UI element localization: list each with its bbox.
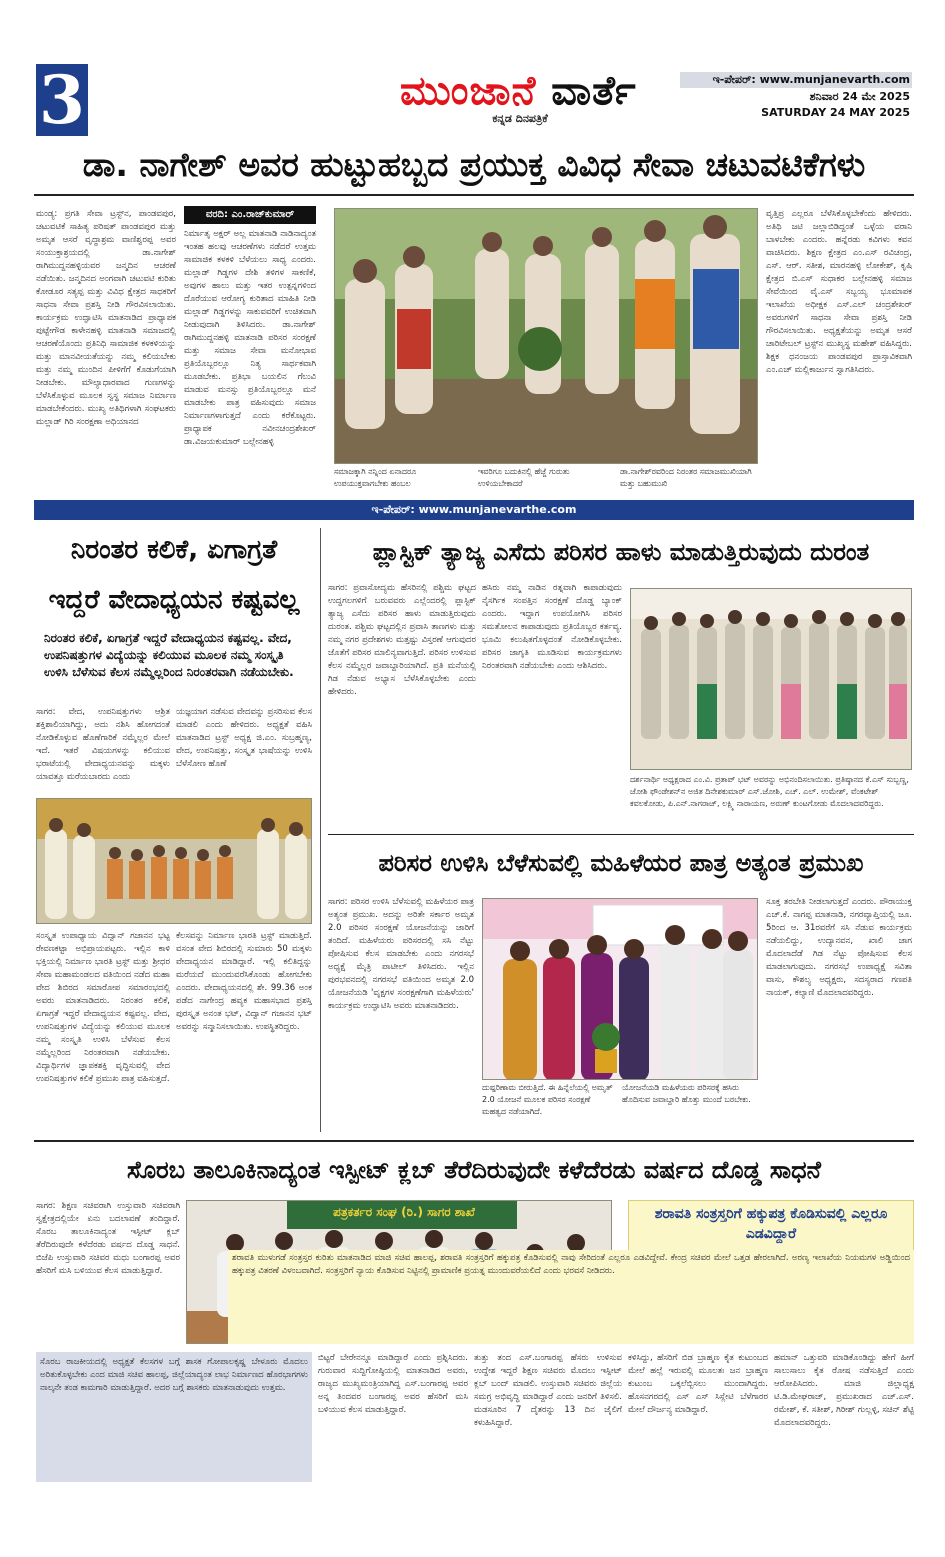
- story1-photo: [334, 208, 758, 464]
- story3-headline: ಪ್ಲಾಸ್ಟಿಕ್ ತ್ಯಾಜ್ಯ ಎಸೆದು ಪರಿಸರ ಹಾಳು ಮಾಡುತ್ತಿರುವುದು ದುರಂತ: [372, 538, 870, 566]
- story1-column-1: ಮಂಡ್ಯ: ಪ್ರಗತಿ ಸೇವಾ ಟ್ರಸ್ಟ್‌ನ, ಪಾಂಡವಪುರ, ಚಟುವಟಿಕೆ ಸಾಹಿತ್ಯ ಪರಿಷತ್ ಪಾಂಡವಪುರ ಮತ್ತು ಅಮೃತ ಆಸರೆ ವೃದ್ಧಾಶ್ರಮ ವಾಣಿಶ್ವರಪ್ಪ ಅವರ ಸಂಯುಕ್ತಾಶ್ರಯದಲ್ಲಿ ಡಾ.ನಾಗೇಶ್ ರಾಗಿಮುದ್ದನಹಳ್ಳಿಯವರ ಜನ್ಮದಿನ ಆಚರಣೆ ನಡೆಯಿತು. ಜನ್ಮದಿನದ ಅಂಗವಾಗಿ ಚಟುವಟಿ ಕುರಿತು ಕೋಡೂರ ಸತ್ಯಪ್ಪ ಮತ್ತು ವಿವಿಧ ಕ್ಷೇತ್ರದ ಸಾಧಕರಿಗೆ ಸಾಧನಾ ಸೇವಾ ಪ್ರಶಸ್ತಿ ನೀಡಿ ಗೌರವಿಸಲಾಯಿತು. ಕಾರ್ಯಕ್ರಮ ಉದ್ಘಾಟಿಸಿ ಮಾತನಾಡಿದ ಪ್ರಾಧ್ಯಾಪಕ ಪುಟ್ಟೇಗೌಡ ಕಾಳೇನಹಳ್ಳಿ ಮಾತನಾಡಿ ಸಮಾಜದಲ್ಲಿ ಆಚರಣೆಯೊಂದು ಪ್ರತಿನಿಧಿ ಸಾಮಾಜಿಕ ಕಳಕಳಿಯನ್ನು ಮತ್ತು ಮಾನವೀಯತೆಯನ್ನು ನಮ್ಮ ಕಲಿಯಬೇಕು ಮತ್ತು ನಮ್ಮ ಮುಂದಿನ ಪೀಳಿಗೆಗೆ ಕೊಡುಗೆಯಾಗಿ ನೀಡಬೇಕು. ಮೌಲ್ಯಾಧಾರವಾದ ಗುಣಗಳನ್ನು ಬೆಳೆಸಿಕೊಳ್ಳುವ ಮೂಲಕ ಸ್ವಸ್ಥ ಸಮಾಜ ನಿರ್ಮಾಣ ಮಾಡಬೇಕೆಂದರು. ಮುಖ್ಯ ಅತಿಥಿಗಳಾಗಿ ಸಂಘಟಕರು ಮಲ್ಲಾಡ್ ಗಿರಿ ಸಂರಕ್ಷಣಾ ಅಧಿಯಾನದ: [36, 209, 176, 427]
- story2-column-4: ಕೆಲಸವನ್ನು ನಿರ್ಮಾಣ ಭಾರತಿ ಟ್ರಸ್ಟ್ ಮಾಡುತ್ತಿದೆ. ವಸಂತ ವೇದ ಶಿಬಿರದಲ್ಲಿ ಸುಮಾರು 50 ಮಕ್ಕಳು ವೇದಾಧ್ಯಯನ ಮಾಡಿದ್ದಾರೆ. ಇಲ್ಲಿ ಕಲಿತಿದ್ದನ್ನು ಮರೆಯದೆ ಮುಂದುವರೆಸಿಕೊಂಡು ಹೋಗಬೇಕು ಎಂದರು. ವೇದಾಧ್ಯಯನದಲ್ಲಿ ಶೇ. 99.36 ಅಂಕ ಪಡೆದ ನಾಗೇಂದ್ರ ಹವ್ಯಕ ಮಹಾಸಭಾದ ಪ್ರಶಸ್ತಿ ಪುರಸ್ಕೃತ ಅನಂತ ಭಟ್, ವಿದ್ವಾನ್ ಗಜಾನನ ಭಟ್ ಅವರನ್ನು ಸನ್ಮಾನಿಸಲಾಯಿತು. ಉಪಸ್ಥಿತರಿದ್ದರು.: [176, 931, 312, 1032]
- story3-column-2: ಹಸಿರು ನಮ್ಮ ನಾಡಿನ ರತ್ನವಾಗಿ ಕಾಪಾಡುವುದು ನೈಸರ್ಗಿಕ ಸಂಪತ್ತಿನ ಸಂರಕ್ಷಣೆ ದೊಡ್ಡ ಬ್ಯಾಂಕ್ ಎಂದರು. ಇದ್ದಾಗ ಉಪಯೋಗಿಸಿ ಪರಿಸರ ಸಮತೋಲನ ಕಾಪಾಡುವುದು ಪ್ರತಿಯೊಬ್ಬರ ಕರ್ತವ್ಯ. ಭೂಮಿ ಕಲುಷಿತಗೊಳ್ಳದಂತೆ ನೋಡಿಕೊಳ್ಳಬೇಕು. ಪರಿಸರ ಜಾಗೃತಿ ಮೂಡಿಸುವ ಕಾರ್ಯಕ್ರಮಗಳು ನಿರಂತರವಾಗಿ ನಡೆಯಬೇಕು ಎಂದು ಆಶಿಸಿದರು.: [482, 583, 622, 671]
- page-number: 3: [36, 64, 88, 136]
- date-english: SATURDAY 24 MAY 2025: [761, 106, 910, 119]
- column-divider: [320, 528, 321, 1132]
- story2-headline-line1: ನಿರಂತರ ಕಲಿಕೆ, ಏಗಾಗ್ರತೆ: [70, 535, 278, 565]
- story2-photo: [36, 798, 312, 924]
- story5-bottom-left: ಸೊರಬ ರಾಜಕೀಯದಲ್ಲಿ ಅಧ್ಯಕ್ಷತೆ ಕೆಲಸಗಳ ಬಗ್ಗೆ ಶಾಸಕ ಗೋಪಾಲಕೃಷ್ಣ ಬೇಳೂರು ಮೊದಲು ಅರಿತುಕೊಳ್ಳಬೇಕು ಎಂದ ಮಾಜಿ ಸಚಿವ ಹಾಲಪ್ಪ, ಜಿಲ್ಲೆಯಾದ್ಯಂತ ಲಾಭ ನಿರ್ಮಾಣದ ಹೊರಭಾಗಗಳು ನಾಲ್ಕನೇ ತಂಡ ಕಾಮಗಾರಿ ಮಾಡುತ್ತಿದ್ದಾರೆ. ಅದರ ಬಗ್ಗೆ ಶಾಸಕರು ಮಾತನಾಡುವುದು ಉತ್ತಮ.: [36, 1352, 312, 1482]
- press-club-banner-text: ಪತ್ರಕರ್ತರ ಸಂಘ (ರಿ.) ಸಾಗರ ಶಾಖೆ: [333, 1205, 475, 1219]
- date-kannada: ಶನಿವಾರ 24 ಮೇ 2025: [809, 90, 910, 103]
- vedic-students-photo: [37, 799, 312, 924]
- story1-column-2: ನಿರ್ಮಾತೃ ಅಕ್ಷರ್ ಅಲ್ಲ ಮಾತನಾಡಿ ನಾಡಿನಾದ್ಯಂತ ಇಂತಹ ಹಲವು ಆಚರಣೆಗಳು ನಡೆದರೆ ಉತ್ತಮ ಸಾಮಾಜಿಕ ಕಳಕಳಿ ಬೆಳೆಯಲು ಸಾಧ್ಯ ಎಂದರು. ಮಲ್ಲಾಡ್ ಗಿಡ್ಡಗಳ ದೇಶಿ ತಳಿಗಳ ಸಾಕಣಿಕೆ, ಅವುಗಳ ಹಾಲು ಮತ್ತು ಇತರ ಉತ್ಪನ್ನಗಳಿಂದ ದೊರೆಯುವ ಆರೋಗ್ಯ ಕುರಿತಾದ ಮಾಹಿತಿ ನೀಡಿ ಮಲ್ಲಾಡ್ ಗಿಡ್ಡಗಳನ್ನು ಸಾಕುವವರಿಗೆ ಉಚಿತವಾಗಿ ನೀಡುವುದಾಗಿ ತಿಳಿಸಿದರು. ಡಾ.ನಾಗೇಶ್ ರಾಗಿಮುದ್ದನಹಳ್ಳಿ ಮಾತನಾಡಿ ಪರಿಸರ ಸಂರಕ್ಷಣೆ ಮತ್ತು ಸಮಾಜ ಸೇವಾ ಮನೋಭಾವ ಪ್ರತಿಯೊಬ್ಬರಲ್ಲೂ ನಿತ್ಯ ಸಾರ್ಥಕವಾಗಿ ಮೂಡಬೇಕು. ಪ್ರತಿಭಾ ಬಯಲಿನ ಗೆಲುವಿ ಮಾಡುವ ಮನಸ್ಸು ಪ್ರತಿಯೊಬ್ಬರಲ್ಲೂ ಮನೆ ಮಾಡಬೇಕು ಪಾತ್ರ ವಹಿಸುವುದು ಸಮಾಜ ನಿರ್ಮಾಣಗಳಾಗುತ್ತದೆ ಎಂದು ಕರೆಕೊಟ್ಟರು. ಪ್ರಾಧ್ಯಾಪಕ ನವೀನಚಂದ್ರಶೇಖರ್ ಡಾ.ವಿಜಯಕುಮಾರ್ ಬಲ್ಲೇನಹಳ್ಳಿ: [184, 229, 316, 447]
- newspaper-masthead: [400, 70, 660, 112]
- divider: [34, 194, 914, 196]
- story3-column-1: ಸಾಗರ: ಪ್ರವಾಸೋದ್ಯಮ ಹೆಸರಿನಲ್ಲಿ ಪಶ್ಚಿಮ ಘಟ್ಟದ ಉದ್ದಗಲಗಳಿಗೆ ಬರುವವರು ಎಲ್ಲೆಂದರಲ್ಲಿ ಪ್ಲಾಸ್ಟಿಕ್ ತ್ಯಾಜ್ಯ ಎಸೆದು ಪರಿಸರ ಹಾಳು ಮಾಡುತ್ತಿರುವುದು ದುರಂತ. ಪಶ್ಚಿಮ ಘಟ್ಟದಲ್ಲಿನ ಪ್ರವಾಸಿ ತಾಣಗಳು ಮತ್ತು ನಮ್ಮ ನಗರ ಪ್ರದೇಶಗಳು ಮತ್ತಷ್ಟು ವಿಸ್ತರಣೆ ಆಗುವುದರ ಜೊತೆಗೆ ಪರಿಸರ ಮಾಲಿನ್ಯವಾಗುತ್ತಿದೆ. ಪರಿಸರ ಉಳಿಸುವ ಕೆಲಸ ನಮ್ಮೆಲ್ಲರ ಜವಾಬ್ದಾರಿಯಾಗಿದೆ. ಪ್ರತಿ ಮನೆಯಲ್ಲಿ ಗಿಡ ನೆಡುವ ಅಭ್ಯಾಸ ಬೆಳೆಸಿಕೊಳ್ಳಬೇಕು ಎಂದು ಹೇಳಿದರು.: [328, 583, 476, 697]
- story3-photo: [630, 588, 912, 770]
- story5-column-1: ಸಾಗರ: ಶಿಕ್ಷಣ ಸಚಿವರಾಗಿ ಉಸ್ತುವಾರಿ ಸಚಿವರಾಗಿ ಸ್ವಕ್ಷೇತ್ರದಲ್ಲಿಯೇ ಏನು ಬದಲಾವಣೆ ತಂದಿದ್ದಾರೆ. ಸೊರಬ ತಾಲೂಕಿನಾದ್ಯಂತ ಇಸ್ಪೀಟ್ ಕ್ಲಬ್ ತೆರೆದಿರುವುದೇ ಕಳೆದೆರಡು ವರ್ಷದ ದೊಡ್ಡ ಸಾಧನೆ. ಬಿಜೆಪಿ ಉಸ್ತುವಾರಿ ಸಚಿವರ ಮಧು ಬಂಗಾರಪ್ಪ ಅವರ ಹೆಸರಿಗೆ ಮಸಿ ಬಳಿಯುವ ಕೆಲಸ ಮಾಡುತ್ತಿದ್ದಾರೆ.: [36, 1201, 180, 1276]
- group-felicitation-photo: [631, 589, 912, 770]
- masthead-title-part1: ಮುಂಜಾನೆ: [400, 68, 537, 114]
- story1-column-3: ವೃತ್ತಿಪ್ರ ಎಲ್ಲರೂ ಬೆಳೆಸಿಕೊಳ್ಳಬೇಕೆಂದು ಹೇಳಿದರು. ಅತಿಥಿ ಜಟಿ ಜಲ್ಲಾಬಿಡಿದ್ದಂತೆ ಒಳ್ಳೆಯ ವರಾನಿ ಬಾಳಬೇಕು ಎಂದರು. ಹನ್ನೆರಡು ಕವಿಗಳು ಕವನ ವಾಚಿಸಿದರು. ಶಿಕ್ಷಣ ಕ್ಷೇತ್ರದ ಎಂ.ಎಸ್ ರವಿಚಂದ್ರ, ಎಸ್. ಆರ್. ಸತೀಶ, ಮಾರನಹಳ್ಳಿ ಲೋಕೇಶ್, ಕೃಷಿ ಕ್ಷೇತ್ರದ ಬಿ.ಎಸ್ ಸುಧಾಕರ ಬಲ್ಲೇನಹಳ್ಳಿ ಸಮಾಜ ಸೇವೆಯಿಂದ ವೈ.ಎಸ್ ಸಬ್ಬಯ್ಯ ಭೂಮಾಪಕ ಇಲಾಖೆಯ ಅಧೀಕ್ಷಕ ಎಸ್.ಎಲ್ ಚಂದ್ರಶೇಖರ್ ಅವರುಗಳಿಗೆ ಸಾಧನಾ ಸೇವಾ ಪ್ರಶಸ್ತಿ ನೀಡಿ ಗೌರವಿಸಲಾಯಿತು. ಅಧ್ಯಕ್ಷತೆಯನ್ನು ಅಮೃತ ಆಸರೆ ಚಾರಿಟೇಬಲ್ ಟ್ರಸ್ಟ್‌ನ ಮುಖ್ಯಸ್ಥ ಮಹೇಶ್ ವಹಿಸಿದ್ದರು. ಶಿಕ್ಷಕ ಧನಂಜಯ ಪಾಂಡವಪುರ ಪ್ರಾಸ್ತಾವಿಕವಾಗಿ ಎಂ.ಎಚ್ ಮಲ್ಲಿಕಾರ್ಜುನ ಸ್ವಾಗತಿಸಿದರು.: [766, 209, 912, 375]
- story5-headline: ಸೊರಬ ತಾಲೂಕಿನಾದ್ಯಂತ ಇಸ್ಪೀಟ್ ಕ್ಲಬ್ ತೆರೆದಿರುವುದೇ ಕಳೆದೆರಡು ವರ್ಷದ ದೊಡ್ಡ ಸಾಧನೆ: [127, 1156, 821, 1184]
- divider: [34, 1140, 914, 1142]
- story1-caption-2: ಇವರಿಗೂ ಬದುಕಿನಲ್ಲಿ ಹೆಜ್ಜೆ ಗುರುತು ಉಳಿಯಬೇಕಾದರೆ: [478, 467, 570, 488]
- sidebar-box-text: ಶರಾವತಿ ಮುಳುಗಡೆ ಸಂತ್ರಸ್ತರ ಕುರಿತು ಮಾತನಾಡಿದ ಮಾಜಿ ಸಚಿವ ಹಾಲಪ್ಪ, ಶರಾವತಿ ಸಂತ್ರಸ್ತರಿಗೆ ಹಕ್ಕುಪತ್ರ ಕೊಡಿಸುವಲ್ಲಿ ನಾವು ಸೇರಿದಂತೆ ಎಲ್ಲರೂ ಎಡವಿದ್ದೇವೆ. ಕೇಂದ್ರ ಸಚಿವರ ಮೇಲೆ ಒತ್ತಡ ಹೇರಲಾಗಿದೆ. ಅರಣ್ಯ ಇಲಾಖೆಯ ನಿಯಮಗಳ ಅಡ್ಡಿಯಿಂದ ಹಕ್ಕುಪತ್ರ ವಿತರಣೆ ವಿಳಂಬವಾಗಿದೆ. ಸಂತ್ರಸ್ತರಿಗೆ ನ್ಯಾಯ ಕೊಡಿಸುವ ನಿಟ್ಟಿನಲ್ಲಿ ಪ್ರಾಮಾಣಿಕ ಪ್ರಯತ್ನ ಮುಂದುವರೆಯಲಿದೆ ಎಂದು ಭರವಸೆ ನೀಡಿದರು.: [232, 1253, 910, 1276]
- story2-column-3: ಸಂಸ್ಕೃತ ಉಪಾಧ್ಯಾಯ ವಿದ್ವಾನ್ ಗಜಾನನ ಭಟ್ಟ ರೇವಣಕಟ್ಟಾ ಅಭಿಪ್ರಾಯಪಟ್ಟರು. ಇಲ್ಲಿನ ಕಾಳಿ ಭಕ್ತಿಯಲ್ಲಿ ನಿರ್ಮಾಣ ಭಾರತಿ ಟ್ರಸ್ಟ್ ಮತ್ತು ಶ್ರೀಧರ ಸೇವಾ ಮಹಾಮಂಡಲದ ವತಿಯಿಂದ ನಡೆದ ಮಹಾ ವೇದ ಶಿಬಿರದ ಸಮಾರೋಪ ಸಮಾರಂಭದಲ್ಲಿ ಅವರು ಮಾತನಾಡಿದರು. ನಿರಂತರ ಕಲಿಕೆ, ಏಗಾಗ್ರತೆ ಇದ್ದರೆ ವೇದಾಧ್ಯಯನ ಕಷ್ಟವಲ್ಲ. ವೇದ, ಉಪನಿಷತ್ತುಗಳ ವಿದ್ಯೆಯನ್ನು ಕಲಿಯುವ ಮೂಲಕ ನಮ್ಮ ಸಂಸ್ಕೃತಿ ಉಳಿಸಿ ಬೆಳೆಸುವ ಕೆಲಸ ನಮ್ಮೆಲ್ಲರಿಂದ ನಿರಂತರವಾಗಿ ನಡೆಯಬೇಕು. ವಿದ್ಯಾರ್ಥಿಗಳ ಜ್ಞಾಪಕಶಕ್ತಿ ವೃದ್ಧಿಸುವಲ್ಲಿ ವೇದ ಉಪನಿಷತ್ತುಗಳ ಕಲಿಕೆ ಪ್ರಮುಖ ಪಾತ್ರ ವಹಿಸುತ್ತದೆ.: [36, 931, 170, 1084]
- sidebar-box-heading: ಶರಾವತಿ ಸಂತ್ರಸ್ತರಿಗೆ ಹಕ್ಕುಪತ್ರ ಕೊಡಿಸುವಲ್ಲಿ ಎಲ್ಲರೂ ಎಡವಿದ್ದಾರೆ: [654, 1206, 888, 1242]
- story4-column-1: ಸಾಗರ: ಪರಿಸರ ಉಳಿಸಿ ಬೆಳೆಸುವಲ್ಲಿ ಮಹಿಳೆಯರ ಪಾತ್ರ ಅತ್ಯಂತ ಪ್ರಮುಖ. ಅದನ್ನು ಅರಿತೇ ಸರ್ಕಾರ ಅಮೃತ 2.0 ಪರಿಸರ ಸಂರಕ್ಷಣೆ ಯೋಜನೆಯನ್ನು ಜಾರಿಗೆ ತಂದಿದೆ. ಮಹಿಳೆಯರು ಪರಿಸರದಲ್ಲಿ ಸಸಿ ನೆಟ್ಟು ಪೋಷಿಸುವ ಕೆಲಸ ಮಾಡಬೇಕು ಎಂದು ನಗರಸಭೆ ಅಧ್ಯಕ್ಷೆ ಮೈತ್ರಿ ಪಾಟೀಲ್ ತಿಳಿಸಿದರು. ಇಲ್ಲಿನ ಪುರಭವನದಲ್ಲಿ ನಗರಸಭೆ ವತಿಯಿಂದ ಅಮೃತ 2.0 ಯೋಜನೆಯಡಿ 'ವೃಕ್ಷಗಳ ಸಂರಕ್ಷಣೆಗಾಗಿ ಮಹಿಳೆಯರು' ಕಾರ್ಯಕ್ರಮ ಉದ್ಘಾಟಿಸಿ ಅವರು ಮಾತನಾಡಿದರು.: [328, 897, 474, 1011]
- story1-caption-1: ಸಮಾಜಕ್ಕಾಗಿ ನನ್ನಿಂದ ಏನಾದರೂ ಉಪಯುಕ್ತವಾಗಬೇಕು ಹಂಬಲ: [334, 467, 417, 488]
- masthead-tagline: ಕನ್ನಡ ದಿನಪತ್ರಿಕೆ: [492, 112, 548, 125]
- story1-byline: ವರದಿ: ಎಂ.ರಾಜ್‌ಕುಮಾರ್: [184, 206, 316, 224]
- story2-column-1: ಸಾಗರ: ವೇದ, ಉಪನಿಷತ್ತುಗಳು ಆಶ್ರಿತ ಶಕ್ತಿಶಾಲಿಯಾಗಿದ್ದು, ಅದು ನಶಿಸಿ ಹೋಗದಂತೆ ನೋಡಿಕೊಳ್ಳುವ ಹೊಣೆಗಾರಿಕೆ ನಮ್ಮೆಲ್ಲರ ಮೇಲೆ ಇದೆ. ಇತರೆ ವಿಷಯಗಳನ್ನು ಕಲಿಯುವ ಭರಾಟೆಯಲ್ಲಿ ವೇದಾಧ್ಯಯನವನ್ನು ಮಕ್ಕಳು ಯಾವತ್ತೂ ಮರೆಯಬಾರದು ಎಂದು: [36, 707, 170, 782]
- story4-headline: ಪರಿಸರ ಉಳಿಸಿ ಬೆಳೆಸುವಲ್ಲಿ ಮಹಿಳೆಯರ ಪಾತ್ರ ಅತ್ಯಂತ ಪ್ರಮುಖ: [378, 849, 864, 877]
- story5-bottom-mid-1: ಬಿಟ್ಟರೆ ಬೇರೇನನ್ನೂ ಮಾಡಿದ್ದಾರೆ ಎಂದು ಪ್ರಶ್ನಿಸಿದರು. ಗುರುವಾರ ಸುದ್ದಿಗೋಷ್ಠಿಯಲ್ಲಿ ಮಾತನಾಡಿದ ಅವರು, ರಾಜ್ಯದ ಮುಖ್ಯಮಂತ್ರಿಯಾಗಿದ್ದ ಎಸ್.ಬಂಗಾರಪ್ಪ ಅವರ ಅನ್ನ ತಿಂದವರ ಬಂಗಾರಪ್ಪ ಅವರ ಹೆಸರಿಗೆ ಮಸಿ ಬಳಿಯುವ ಕೆಲಸ ಮಾಡುತ್ತಿದ್ದಾರೆ.: [318, 1353, 468, 1415]
- women-planting-photo: [483, 899, 758, 1080]
- masthead-title-part2: ವಾರ್ತೆ: [551, 68, 637, 114]
- divider: [328, 834, 914, 835]
- story4-photo: [482, 898, 758, 1080]
- story4-column-3: ಸೂಕ್ತ ತರಬೇತಿ ನೀಡಲಾಗುತ್ತದೆ ಎಂದರು. ಪೌರಾಯುಕ್ತ ಎಚ್.ಕೆ. ನಾಗಪ್ಪ ಮಾತನಾಡಿ, ನಗರವ್ಯಾಪ್ತಿಯಲ್ಲಿ ಜೂ. 5ರಿಂದ ಆ. 31ರವರೆಗೆ ಸಸಿ ನೆಡುವ ಕಾರ್ಯಕ್ರಮ ನಡೆಯಲಿದ್ದು, ಉದ್ಯಾನವನ, ಖಾಲಿ ಜಾಗ ಮೊದಲಾದೆಡೆ ಗಿಡ ನೆಟ್ಟು ಪೋಷಿಸುವ ಕೆಲಸ ಮಾಡಲಾಗುವುದು. ನಗರಸಭೆ ಉಪಾಧ್ಯಕ್ಷೆ ಸವಿತಾ ವಾಸು, ಕೌಶಲ್ಯ ಅಧ್ಯಕ್ಷರು, ಸದಸ್ಯರಾದ ಗಣಪತಿ ನಾಯಕ್, ಕಲ್ಯಾಣಿ ಮೊದಲಾದವರಿದ್ದರು.: [766, 897, 912, 998]
- story1-caption-3: ಡಾ.ನಾಗೇಶ್‌ರವರಿಂದ ನಿರಂತರ ಸಮಾಜಮುಖಿಯಾಗಿ ಮತ್ತು ಬಹುಮುಖಿ: [620, 467, 752, 488]
- story3-caption: ದರ್ಶನಾರ್ಥಿ ಅಧ್ಯಕ್ಷರಾದ ಎಂ.ವಿ. ಪ್ರತಾಪ್ ಭಟ್ ಅವರನ್ನು ಅಭಿನಂದಿಸಲಾಯಿತು. ಪ್ರತಿಷ್ಠಾನದ ಕೆ.ಎಸ್ ಸುಬ್ಬಣ್ಣ, ಜೋಶಿ ಫೌಂಡೇಶನ್‌ನ ಅಜಿತ ದಿನೇಶಕುಮಾರ್ ಎಸ್.ಜೋಶಿ, ಎಚ್. ಎಲ್. ಉಮೇಶ್, ವೆಂಕಟೇಶ್ ಕವಲಕೋಡು, ಪಿ.ಎನ್.ನಾಗರಾಜ್, ಲಕ್ಷ್ಮಿ ನಾರಾಯಣ, ಅರುಣ್ ಕುಂಟಗೋಡು ಮೊದಲಾದವರಿದ್ದರು.: [630, 775, 909, 808]
- story5-bottom-right-1: ಕಳಿಸಿದ್ದು, ಹೆಸರಿಗೆ ಬಿಡ ಬ್ರಾಹ್ಮಣ ಕೈತ ಕುಟುಂಬದ ಮೇಲೆ ಹಲ್ಲೆ ಇರುವಲ್ಲಿ ಮೂಲತಃ ಜನ ಬ್ರಾಹ್ಮಣ ಕುಟುಂಬ ಒಕ್ಕಲೆಬ್ಬಿಸಲು ಮುಂದಾಗಿದ್ದರು. ಹೊಸನಗರದಲ್ಲಿ ಎಸ್ ಎಸ್ ಸಿಸ್ಲೇಟಿ ಬೆಳೆಗಾರರ ಮೇಲೆ ದೌರ್ಜನ್ಯ ಮಾಡಿದ್ದಾರೆ.: [628, 1353, 768, 1415]
- story2-headline-line2: ಇದ್ದರೆ ವೇದಾಧ್ಯಯನ ಕಷ್ಟವಲ್ಲ: [48, 585, 300, 615]
- story1-headline: ಡಾ. ನಾಗೇಶ್ ಅವರ ಹುಟ್ಟುಹಬ್ಬದ ಪ್ರಯುಕ್ತ ವಿವಿಧ ಸೇವಾ ಚಟುವಟಿಕೆಗಳು: [82, 145, 866, 184]
- story4-caption-2: ಯೋಜನೆಯಡಿ ಮಹಿಳೆಯರು ಪರಿಸರಕ್ಕೆ ಹಸಿರು ಹೊದಿಸುವ ಜವಾಬ್ದಾರಿ ಹೊತ್ತು ಮುಂದೆ ಬರಬೇಕು.: [622, 1083, 751, 1104]
- story4-caption-1: ದುಷ್ಪರಿಣಾಮ ಬೀರುತ್ತಿದೆ. ಈ ಹಿನ್ನೆಲೆಯಲ್ಲಿ ಅಮೃತ್ 2.0 ಯೋಜನೆ ಮೂಲಕ ಪರಿಸರ ಸಂರಕ್ಷಣೆ ಮಹತ್ವದ ನಡೆಯಾಗಿದೆ.: [482, 1083, 613, 1116]
- epaper-band[interactable]: ಇ-ಪೇಪರ್: www.munjanevarthe.com: [34, 500, 914, 520]
- story2-column-2: ಯಜ್ಞಯಾಗ ನಡೆಸುವ ವೇದವನ್ನು ಪ್ರಸರಿಸುವ ಕೆಲಸ ಮಾಡಲಿ ಎಂದು ಹೇಳಿದರು. ಅಧ್ಯಕ್ಷತೆ ವಹಿಸಿ ಮಾತನಾಡಿದ ಟ್ರಸ್ಟ್ ಅಧ್ಯಕ್ಷ ಜಿ.ಎಂ. ಸುಬ್ರಹ್ಮಣ್ಯ, ವೇದ, ಉಪನಿಷತ್ತು, ಸಂಸ್ಕೃತ ಭಾಷೆಯನ್ನು ಉಳಿಸಿ ಬೆಳೆಸೋಣ ಹೊಣೆ: [176, 707, 312, 769]
- story2-lede: ನಿರಂತರ ಕಲಿಕೆ, ಏಗಾಗ್ರತೆ ಇದ್ದರೆ ವೇದಾಧ್ಯಯನ ಕಷ್ಟವಲ್ಲ. ವೇದ, ಉಪನಿಷತ್ತುಗಳ ವಿದ್ಯೆಯನ್ನು ಕಲಿಯುವ ಮೂಲಕ ನಮ್ಮ ಸಂಸ್ಕೃತಿ ಉಳಿಸಿ ಬೆಳೆಸುವ ಕೆಲಸ ನಮ್ಮೆಲ್ಲರಿಂದ ನಿರಂತರವಾಗಿ ನಡೆಯಬೇಕು.: [44, 631, 294, 679]
- story5-bottom-mid-2: ತುತ್ತು ತಂದ ಎಸ್.ಬಂಗಾರಪ್ಪ ಹೆಸರು ಉಳಿಸುವ ಉದ್ದೇಶ ಇದ್ದರೆ ಶಿಕ್ಷಣ ಸಚಿವರು ಮೊದಲು ಇಸ್ಪೀಟ್ ಕ್ಲಬ್ ಬಂದ್ ಮಾಡಲಿ. ಉಸ್ತುವಾರಿ ಸಚಿವರು ಜಿಲ್ಲೆಯ ಸಮಗ್ರ ಅಭಿವೃದ್ಧಿ ಮಾಡಿದ್ದಾರೆ ಎಂದು ಜನರಿಗೆ ತಿಳಿಸಲಿ. ಮಡಸೂರಿನ 7 ದೈತರನ್ನು 13 ದಿನ ಜೈಲಿಗೆ ಕಳುಹಿಸಿದ್ದಾರೆ.: [474, 1353, 622, 1428]
- story5-bottom-right-2: ಹಮಾನ್ ಒತ್ತುವರಿ ಮಾಡಿಕೊಂಡಿದ್ದು ಹೇಗೆ ಹೀಗೆ ಸಾಲುಸಾಲು ಕೈತ ರೋಷ ನಡೆಸುತ್ತಿದೆ ಎಂದು ಆರೋಪಿಸಿದರು. ಮಾಜಿ ಜಿಲ್ಲಾಧ್ಯಕ್ಷ ಟಿ.ಡಿ.ಮೇಘರಾಜ್, ಪ್ರಮುಖರಾದ ಎಚ್.ಎಸ್. ರಮೇಶ್, ಕೆ. ಸತೀಶ್, ಗಿರೀಶ್ ಗುಲ್ಲಳ್ಳಿ, ಸಚಿನ್ ಶೆಟ್ಟಿ ಮೊದಲಾದವರಿದ್ದರು.: [774, 1353, 914, 1428]
- tree-planting-photo: [335, 209, 758, 464]
- website-link[interactable]: ಇ-ಪೇಪರ್: www.munjanevarth.com: [712, 73, 910, 86]
